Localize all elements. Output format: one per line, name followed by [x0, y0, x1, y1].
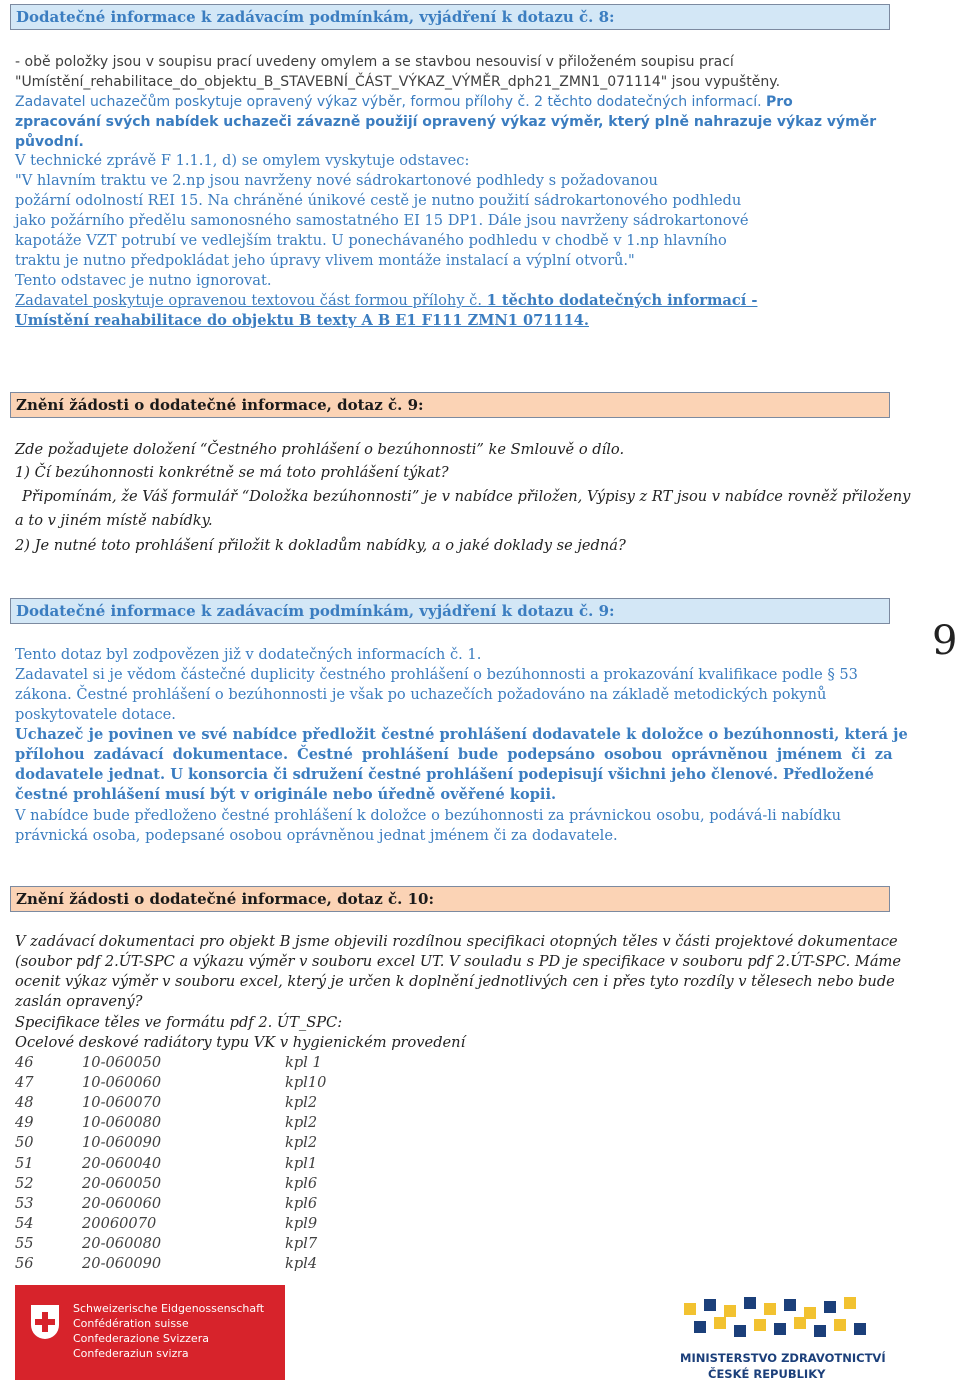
text-line: požární odolností REI 15. Na chráněné únikové cestě je nutno použití sádrokartonového podhledu — [15, 192, 742, 209]
item-code: 20-060040 — [82, 1154, 162, 1172]
text-line: Zde požadujete doložení “Čestného prohlášení o bezúhonnosti” ke Smlouvě o dílo. — [15, 441, 625, 458]
logo-text: ČESKÉ REPUBLIKY — [708, 1367, 826, 1381]
item-quantity: kpl2 — [285, 1114, 318, 1132]
list-item — [15, 1133, 435, 1153]
text-line: ocenit výkaz výměr v souboru excel, který je určen k doplnění jednotlivých cen i přes tyto rozdíly v tělesech nebo bude — [15, 973, 895, 990]
item-quantity: kpl7 — [285, 1234, 318, 1252]
text-line: a to v jiném místě nabídky. — [15, 512, 213, 529]
list-item — [15, 1174, 435, 1194]
text-line: traktu je nutno předpokládat jeho úpravy vlivem montáže instalací a výplní otvorů." — [15, 252, 635, 269]
item-code: 20-060080 — [82, 1234, 162, 1252]
section-header-answer-8: Dodatečné informace k zadávacím podmínkám, vyjádření k dotazu č. 8: — [10, 4, 890, 30]
logo-text: Confédération suisse — [73, 1317, 189, 1330]
item-code: 20-060050 — [82, 1174, 162, 1192]
item-number: 50 — [15, 1134, 34, 1152]
text-line: "V hlavním traktu ve 2.np jsou navrženy nové sádrokartonové podhledy s požadovanou — [15, 172, 658, 189]
list-item — [15, 1113, 435, 1133]
text-span: 1 těchto dodatečných informací - — [486, 292, 758, 309]
text-line: Připomínám, že Váš formulář “Doložka bezúhonnosti” je v nabídce přiložen, Výpisy z RT jsou v nabídce rovněž přiloženy — [22, 488, 911, 505]
list-item — [15, 1073, 435, 1093]
text-line: V zadávací dokumentaci pro objekt B jsme objevili rozdílnou specifikaci otopných těles v části projektové dokumentace — [15, 933, 898, 950]
item-number: 52 — [15, 1174, 34, 1192]
text-span: Pro — [766, 94, 793, 110]
text-line: Specifikace těles ve formátu pdf 2. ÚT_SPC: — [15, 1014, 343, 1031]
list-item — [15, 1194, 435, 1214]
text-line: poskytovatele dotace. — [15, 706, 176, 723]
item-code: 10-060050 — [82, 1054, 162, 1071]
item-code: 20-060060 — [82, 1194, 162, 1212]
item-code: 10-060090 — [82, 1134, 162, 1152]
list-item — [15, 1234, 435, 1254]
item-quantity: kpl10 — [285, 1074, 327, 1092]
text-line: (soubor pdf 2.ÚT-SPC a výkazu výměr v souboru excel UT. V souladu s PD je specifikace v souboru pdf 2.ÚT-SPC. Máme — [15, 953, 902, 970]
item-quantity: kpl1 — [285, 1154, 318, 1172]
item-number: 49 — [15, 1114, 34, 1132]
bold-line: přílohou zadávací dokumentace. Čestné prohlášení bude podepsáno osobou oprávněnou jménem či za — [15, 746, 893, 763]
highlight-line: původní. — [15, 134, 84, 150]
highlight-line: zpracování svých nabídek uchazeči závazně použijí opravený výkaz výměr, který plně nahrazuje výkaz výměr — [15, 114, 877, 130]
item-number: 47 — [15, 1074, 34, 1092]
attachment-reference: Umístění reahabilitace do objektu B texty A B E1 F111 ZMN1 071114. — [15, 312, 589, 329]
section-header-question-9: Znění žádosti o dodatečné informace, dotaz č. 9: — [10, 392, 890, 418]
list-item — [15, 1093, 435, 1113]
item-code: 20-060090 — [82, 1255, 162, 1272]
text-line: kapotáže VZT potrubí ve vedlejším traktu. U ponechávaného podhledu v chodbě v 1.np hlavního — [15, 232, 727, 249]
item-quantity: kpl2 — [285, 1134, 318, 1152]
section-header-answer-9: Dodatečné informace k zadávacím podmínkám, vyjádření k dotazu č. 9: — [10, 598, 890, 624]
ministry-of-health-logo — [680, 1295, 886, 1385]
text-line: 1) Čí bezúhonnosti konkrétně se má toto prohlášení týkat? — [15, 464, 449, 481]
bold-line: dodavatele jednat. U konsorcia či sdružení čestné prohlášení podepisují všichni jeho členové. Předložené — [15, 766, 874, 783]
highlight-line — [15, 92, 793, 112]
item-quantity: kpl2 — [285, 1094, 318, 1112]
item-quantity: kpl 1 — [285, 1054, 322, 1071]
text-line: Ocelové deskové radiátory typu VK v hygienickém provedení — [15, 1034, 466, 1051]
item-code: 10-060070 — [82, 1094, 162, 1112]
item-number: 56 — [15, 1255, 34, 1272]
text-line: 2) Je nutné toto prohlášení přiložit k dokladům nabídky, a o jaké doklady se jedná? — [15, 537, 626, 554]
item-code: 20060070 — [82, 1214, 157, 1232]
item-quantity: kpl6 — [285, 1194, 318, 1212]
swiss-confederation-logo — [15, 1285, 285, 1380]
page-number: 9 — [932, 618, 958, 664]
text-line: Tento odstavec je nutno ignorovat. — [15, 272, 272, 289]
list-item — [15, 1214, 435, 1234]
logo-text: Confederaziun svizra — [73, 1347, 189, 1360]
item-number: 54 — [15, 1214, 34, 1232]
text-line: V nabídce bude předloženo čestné prohlášení k doložce o bezúhonnosti za právnickou osobu, podává-li nabídku — [15, 807, 841, 824]
text-line: jako požárního předělu samonosného samostatného EI 15 DP1. Dále jsou navrženy sádrokartonové — [15, 212, 749, 229]
item-quantity: kpl9 — [285, 1214, 318, 1232]
text-line: V technické zprávě F 1.1.1, d) se omylem vyskytuje odstavec: — [15, 152, 470, 169]
item-quantity: kpl6 — [285, 1174, 318, 1192]
item-code: 10-060060 — [82, 1074, 162, 1092]
text-span: Zadavatel uchazečům poskytuje opravený výkaz výběr, formou přílohy č. 2 těchto dodatečných informací. — [15, 94, 762, 110]
attachment-reference — [15, 291, 757, 311]
text-line: zákona. Čestné prohlášení o bezúhonnosti je však po uchazečích požadováno na základě metodických pokynů — [15, 686, 827, 703]
logo-text: Confederazione Svizzera — [73, 1332, 209, 1345]
text-span: Zadavatel poskytuje opravenou textovou část formou přílohy č. — [15, 292, 482, 309]
swiss-cross-icon — [31, 1305, 59, 1339]
text-line: zaslán opravený? — [15, 993, 143, 1010]
item-code: 10-060080 — [82, 1114, 162, 1132]
bold-line: Uchazeč je povinen ve své nabídce předložit čestné prohlášení dodavatele k doložce o bezúhonnosti, která je — [15, 726, 908, 743]
section-header-question-10: Znění žádosti o dodatečné informace, dotaz č. 10: — [10, 886, 890, 912]
item-number: 48 — [15, 1094, 34, 1112]
item-quantity: kpl4 — [285, 1255, 318, 1272]
text-line: "Umístění_rehabilitace_do_objektu_B_STAVEBNÍ_ČÁST_VÝKAZ_VÝMĚR_dph21_ZMN1_071114" jsou vypuštěny. — [15, 74, 781, 90]
item-number: 46 — [15, 1054, 34, 1071]
item-number: 55 — [15, 1234, 34, 1252]
text-line: - obě položky jsou v soupisu prací uvedeny omylem a se stavbou nesouvisí v přiloženém soupisu prací — [15, 54, 734, 70]
text-line: právnická osoba, podepsané osobou oprávněnou jednat jménem či za dodavatele. — [15, 827, 618, 844]
list-item — [15, 1254, 435, 1274]
item-number: 51 — [15, 1154, 34, 1172]
logo-text: Schweizerische Eidgenossenschaft — [73, 1302, 265, 1315]
text-line: Zadavatel si je vědom částečné duplicity čestného prohlášení o bezúhonnosti a prokazování kvalifikace podle § 53 — [15, 666, 858, 683]
item-number: 53 — [15, 1194, 34, 1212]
logo-text: MINISTERSTVO ZDRAVOTNICTVÍ — [680, 1351, 886, 1365]
bold-line: čestné prohlášení musí být v originále nebo úředně ověřené kopii. — [15, 786, 557, 803]
list-item — [15, 1154, 435, 1174]
list-item — [15, 1053, 435, 1073]
text-line: Tento dotaz byl zodpovězen již v dodatečných informacích č. 1. — [15, 646, 482, 663]
